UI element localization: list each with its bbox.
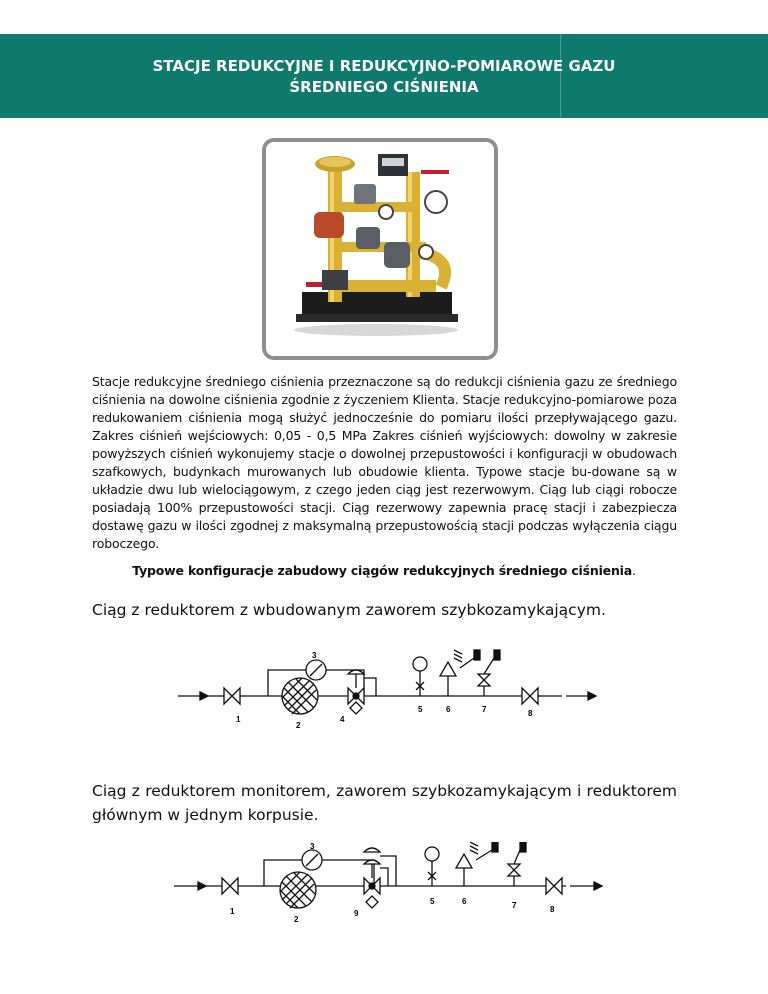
subheading-text: Typowe konfiguracje zabudowy ciągów redukcyjnych średniego ciśnienia — [132, 563, 632, 578]
diagram-1-label-4: 4 — [340, 715, 345, 724]
diagram-1-label-7: 7 — [482, 705, 487, 714]
station-photo — [262, 138, 498, 360]
diagram-2-label-8: 8 — [550, 905, 555, 914]
configurations-subheading — [0, 563, 768, 578]
section-2-heading: Ciąg z reduktorem monitorem, zaworem szybkozamykającym i reduktorem głównym w jednym korpusie. — [92, 782, 677, 824]
subheading-period: . — [631, 563, 636, 578]
schematic-diagram-1 — [178, 648, 598, 740]
diagram-1-label-6: 6 — [446, 705, 451, 714]
diagram-1-label-8: 8 — [528, 709, 533, 718]
title-line-2: ŚREDNIEGO CIŚNIENIA — [289, 78, 479, 96]
description-paragraph: Stacje redukcyjne średniego ciśnienia przeznaczone są do redukcji ciśnienia gazu ze średniego ciśnienia na dowolne ciśnienia zgodnie z życzeniem Klienta. Stacje redukcyjno-pomiarowe poza redukowaniem ciśnienia mogą służyć jednocześnie do pomiaru ilości przepływającego gazu. Zakres ciśnień wejściowych: 0,05 - 0,5 MPa Zakres ciśnień wyjściowych: dowolny w zakresie powyższych ciśnień wykonujemy stacje o dowolnej przepustowości i konfiguracji w obudowach szafkowych, budynkach murowanych lub obudowie klienta. Typowe stacje bu-dowane są w układzie dwu lub wielociągowym, z czego jeden ciąg jest rezerwowym. Ciąg lub ciągi robocze posiadają 100% przepustowości stacji. Ciąg rezerwowy zapewnia pracę stacji i zabezpiecza dostawę gazu w ilości zgodnej z maksymalną przepustowością stacji podczas wyłączenia ciągu roboczego. — [92, 374, 677, 551]
page-title — [0, 56, 768, 98]
diagram-2-label-6: 6 — [462, 897, 467, 906]
diagram-2-label-3: 3 — [310, 842, 315, 851]
title-banner — [0, 34, 768, 118]
diagram-1-label-5: 5 — [418, 705, 423, 714]
section-1-heading: Ciąg z reduktorem z wbudowanym zaworem szybkozamykającym. — [92, 601, 606, 619]
diagram-2-label-7: 7 — [512, 901, 517, 910]
gas-station-photo-icon — [266, 142, 494, 356]
diagram-1-label-2: 2 — [296, 721, 301, 730]
diagram-1-label-3: 3 — [312, 651, 317, 660]
title-line-1: STACJE REDUKCYJNE I REDUKCYJNO-POMIAROWE GAZU — [152, 57, 616, 75]
diagram-2-label-9: 9 — [354, 909, 359, 918]
diagram-1-label-1: 1 — [236, 715, 241, 724]
diagram-2-label-1: 1 — [230, 907, 235, 916]
diagram-2-label-2: 2 — [294, 915, 299, 924]
schematic-diagram-2 — [174, 842, 604, 938]
diagram-2-label-5: 5 — [430, 897, 435, 906]
